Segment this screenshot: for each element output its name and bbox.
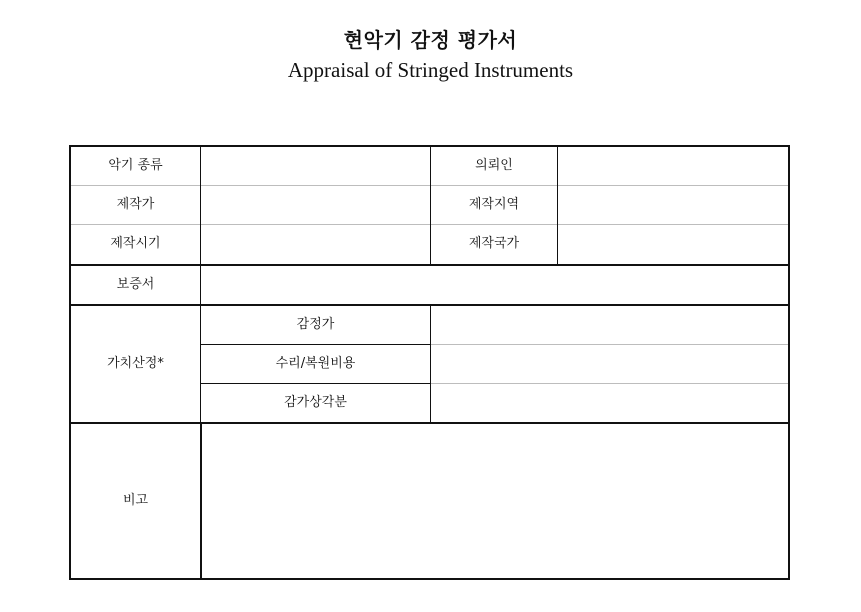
depreciation-label: 감가상각분 xyxy=(284,395,347,410)
row-divider xyxy=(200,383,431,384)
column-divider xyxy=(557,147,558,264)
column-divider xyxy=(430,306,431,422)
instrument-type-field[interactable] xyxy=(201,147,430,185)
client-field[interactable] xyxy=(558,147,788,185)
warranty-label: 보증서 xyxy=(116,277,155,292)
instrument-type-label: 악기 종류 xyxy=(108,158,163,173)
client-label: 의뢰인 xyxy=(475,158,513,173)
maker-label: 제작가 xyxy=(116,197,155,212)
repair-cost-label: 수리/복원비용 xyxy=(275,356,356,371)
column-divider xyxy=(200,424,202,578)
repair-cost-field[interactable] xyxy=(431,345,788,383)
valuation-label: 가치산정* xyxy=(107,356,164,371)
row-divider xyxy=(431,344,788,345)
production-period-label: 제작시기 xyxy=(110,236,161,251)
column-divider xyxy=(200,306,201,422)
appraised-value-label: 감정가 xyxy=(296,317,335,332)
document-title-korean: 현악기 감정 평가서 xyxy=(343,28,518,52)
appraisal-form-table xyxy=(69,145,790,580)
row-divider xyxy=(431,383,788,384)
maker-field[interactable] xyxy=(201,186,430,224)
depreciation-field[interactable] xyxy=(431,384,788,422)
row-divider xyxy=(200,344,431,345)
warranty-field[interactable] xyxy=(201,266,788,304)
production-country-label: 제작국가 xyxy=(468,236,520,251)
column-divider xyxy=(430,147,431,264)
appraised-value-field[interactable] xyxy=(431,306,788,344)
production-region-field[interactable] xyxy=(558,186,788,224)
remarks-label: 비고 xyxy=(122,493,149,508)
document-title-english: Appraisal of Stringed Instruments xyxy=(287,58,574,82)
production-period-field[interactable] xyxy=(201,225,430,263)
column-divider xyxy=(200,266,201,304)
production-region-label: 제작지역 xyxy=(468,197,520,212)
remarks-field[interactable] xyxy=(202,424,788,578)
production-country-field[interactable] xyxy=(558,225,788,263)
column-divider xyxy=(200,147,201,264)
